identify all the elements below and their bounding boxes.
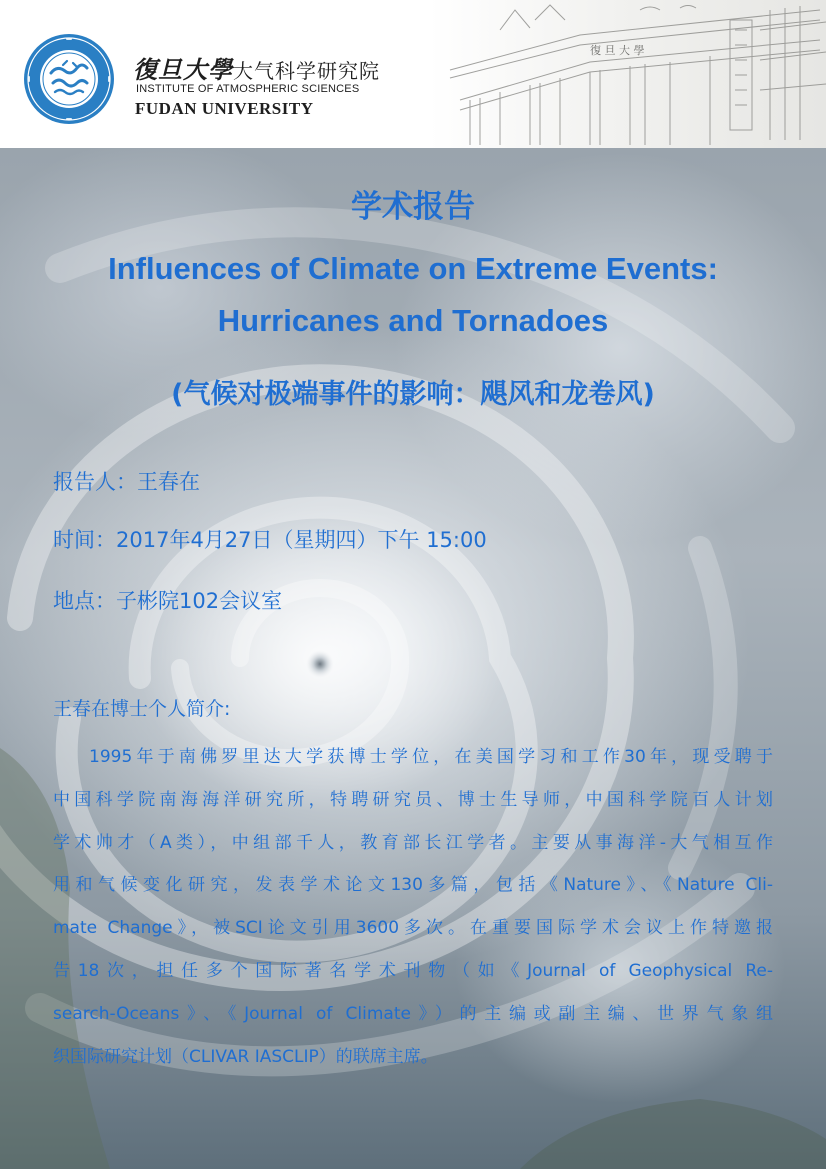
university-name-en: FUDAN UNIVERSITY	[135, 99, 314, 118]
bio-line: search-Oceans》、《Journal of Climate》）的主编或副主编、世界气象组	[53, 1003, 773, 1024]
campus-building-sketch	[440, 0, 826, 148]
university-name-cn: 復旦大學大气科学研究院	[133, 55, 380, 84]
bio-line: 用和气候变化研究，发表学术论文130多篇，包括《Nature》、《Nature Cli-	[53, 875, 773, 896]
header	[0, 0, 826, 148]
talk-title-cn: (气候对极端事件的影响：飓风和龙卷风)	[171, 379, 655, 410]
fudan-seal-logo	[23, 33, 115, 125]
bio-line: 织国际研究计划（CLIVAR IASCLIP）的联席主席。	[53, 1046, 438, 1067]
bio-paragraph	[53, 742, 773, 1084]
bio-title: 王春在博士个人简介:	[53, 698, 231, 720]
sketch-inscription: 復 旦 大 學	[590, 44, 645, 57]
talk-time: 时间：2017年4月27日（星期四）下午 15:00	[53, 528, 487, 552]
institute-name-en: INSTITUTE OF ATMOSPHERIC SCIENCES	[136, 83, 360, 95]
bio-line: 1995年于南佛罗里达大学获博士学位，在美国学习和工作30年，现受聘于	[89, 747, 773, 767]
bio-line: mate Change》，被SCI论文引用3600多次。在重要国际学术会议上作特邀报	[53, 918, 773, 939]
report-heading: 学术报告	[351, 189, 475, 225]
talk-title-en-line2: Hurricanes and Tornadoes	[217, 303, 609, 338]
speaker: 报告人：王春在	[53, 470, 200, 494]
poster-body	[0, 148, 826, 1169]
bio-line: 学术帅才（A类），中组部千人，教育部长江学者。主要从事海洋-大气相互作	[53, 832, 773, 853]
talk-location: 地点：子彬院102会议室	[53, 589, 283, 613]
talk-title-en-line1: Influences of Climate on Extreme Events:	[108, 251, 718, 286]
bio-line: 告18次，担任多个国际著名学术刊物（如《Journal of Geophysical Re-	[53, 960, 773, 981]
bio-line: 中国科学院南海海洋研究所，特聘研究员、博士生导师，中国科学院百人计划	[53, 789, 773, 810]
